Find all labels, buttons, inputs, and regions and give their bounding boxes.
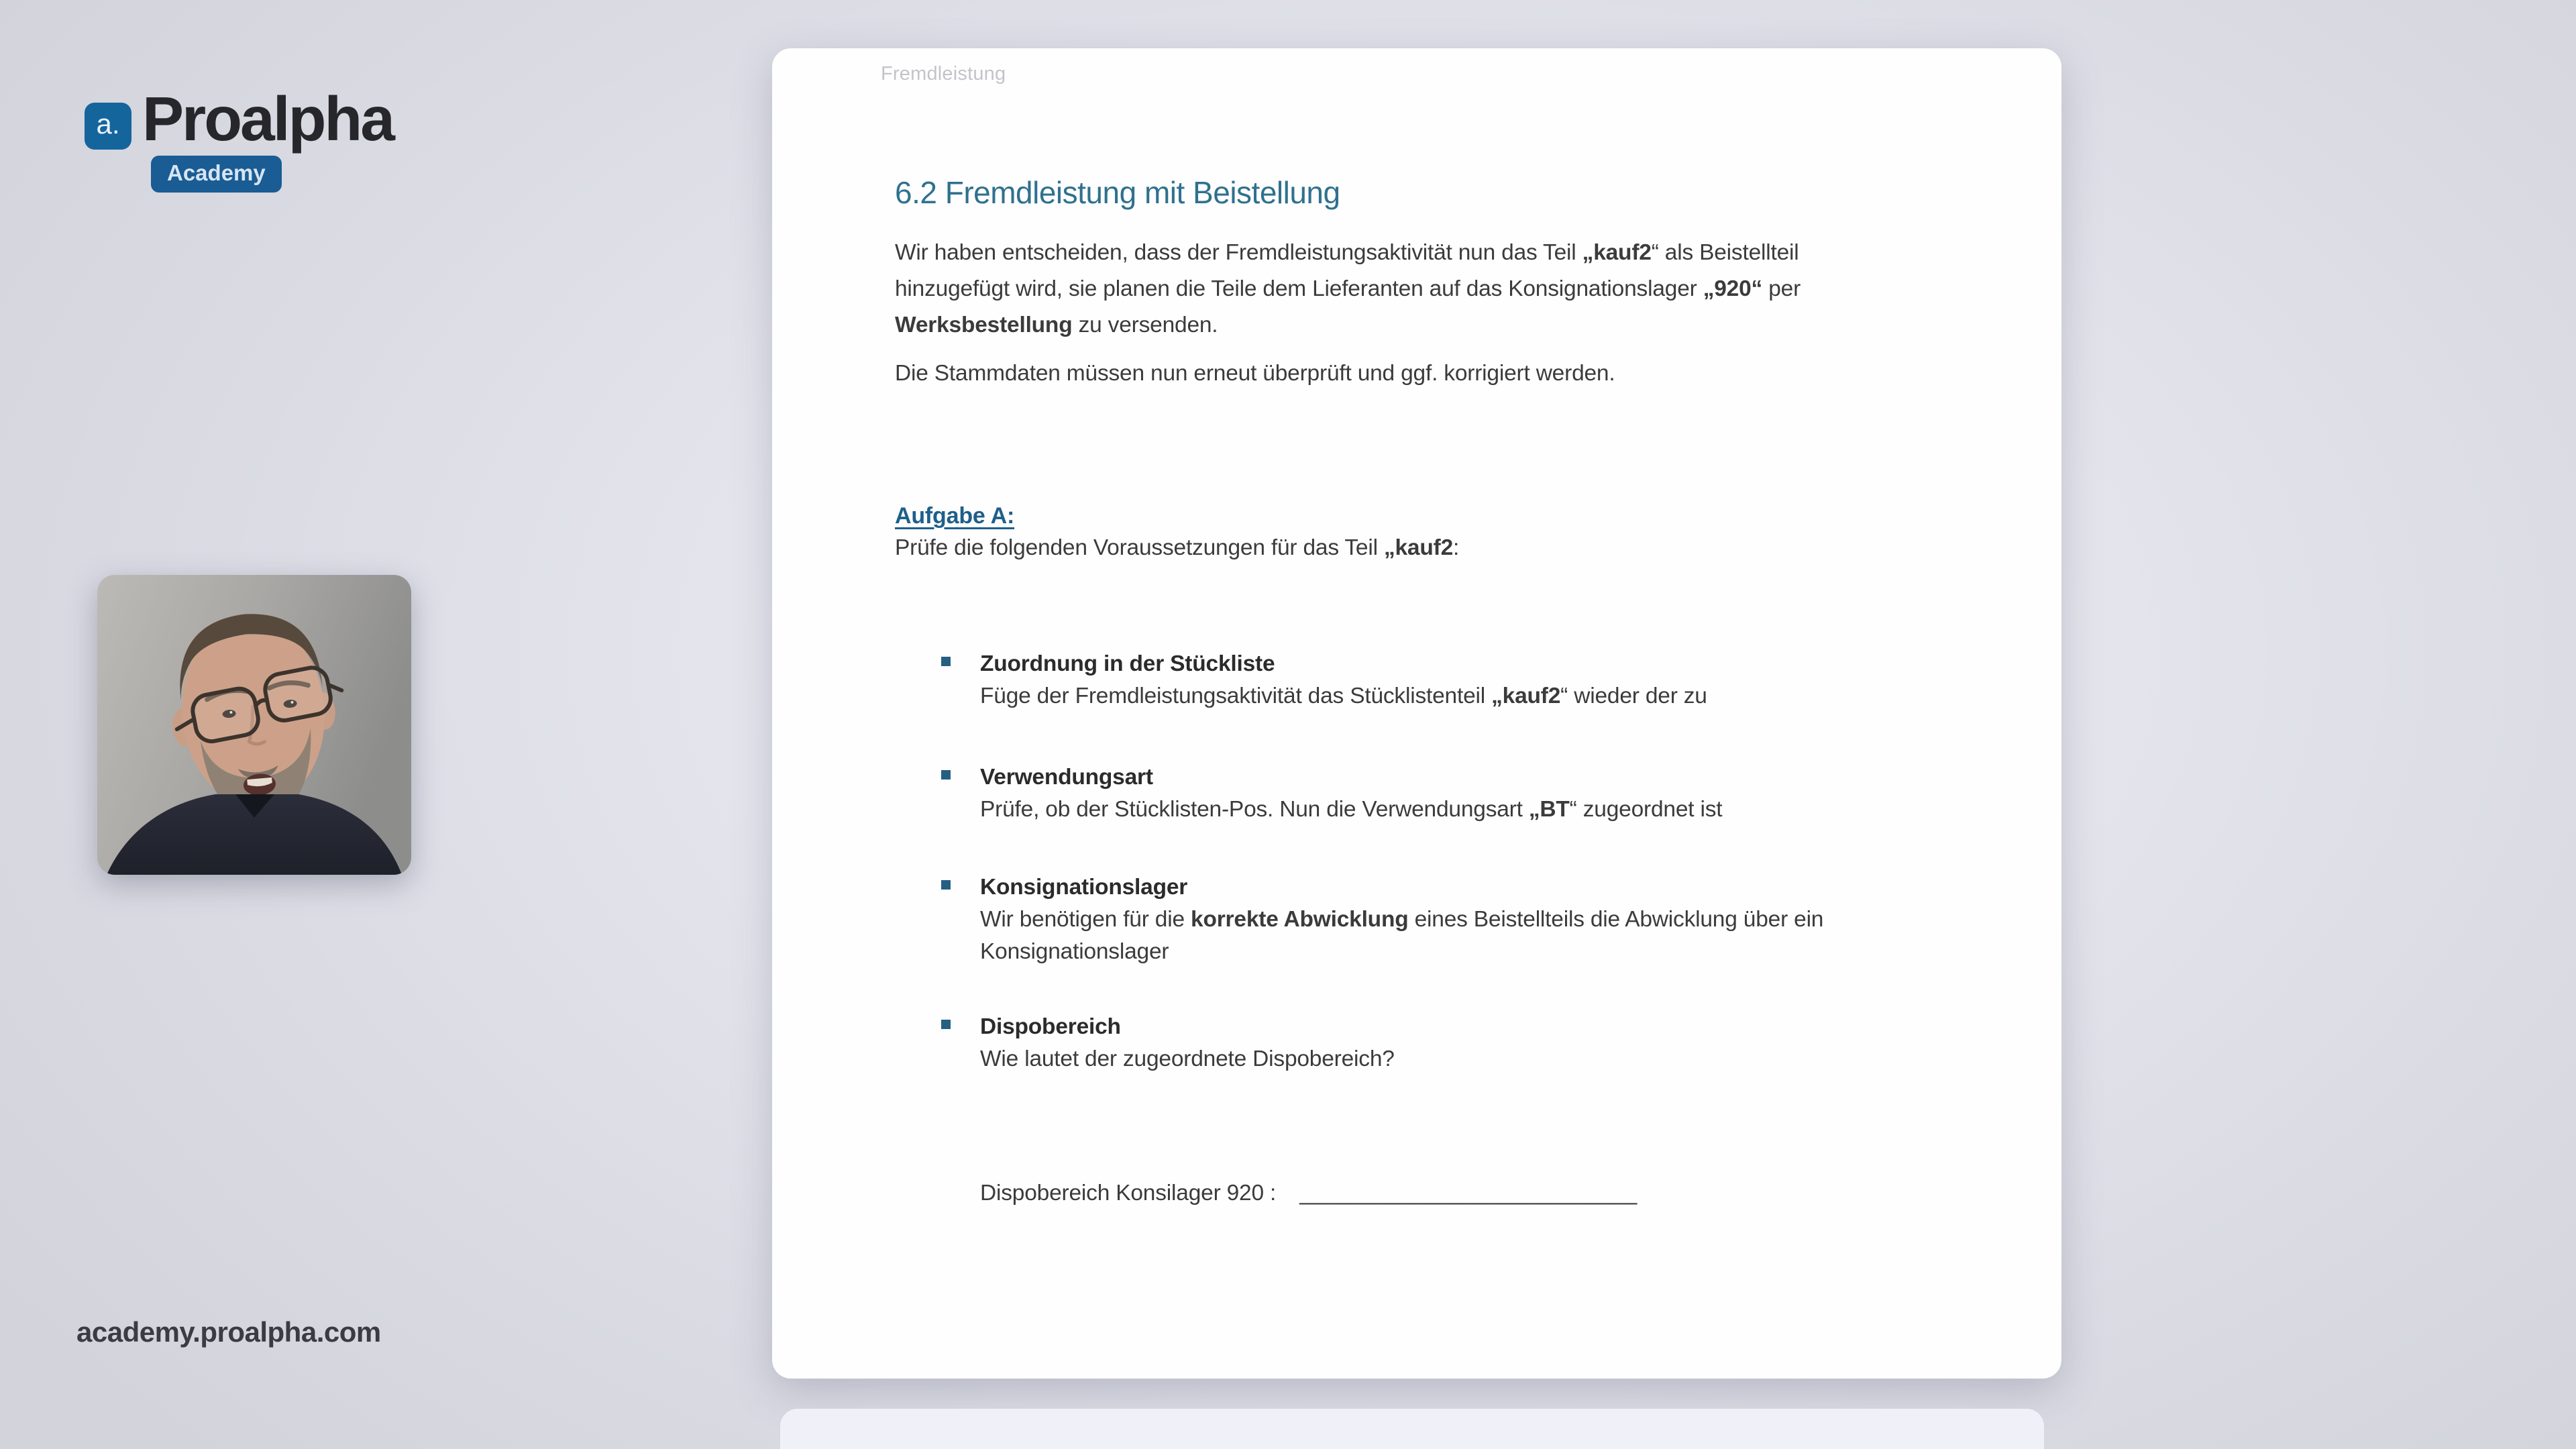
answer-label: Dispobereich Konsilager 920 : xyxy=(980,1181,1277,1205)
presenter-webcam xyxy=(97,575,411,875)
bullet-title: Zuordnung in der Stückliste xyxy=(980,651,1275,676)
bullet-square-icon xyxy=(941,880,951,890)
answer-blank-line: ___________________________ xyxy=(1299,1181,1638,1205)
bullet-title: Konsignationslager xyxy=(980,875,1188,900)
bullet-item-stueckliste xyxy=(941,648,1914,712)
document-page[interactable] xyxy=(772,48,2061,1379)
bullet-title: Verwendungsart xyxy=(980,765,1153,790)
document-running-header: Fremdleistung xyxy=(881,63,1006,85)
intro-paragraph-1: Wir haben entscheiden, dass der Fremdleistungsaktivität nun das Teil „kauf2“ als Beistellteil hinzugefügt wird, sie planen die Teile dem Lieferanten auf das Konsignationslager „920“ per Werksbestellung zu versenden. xyxy=(895,240,1801,337)
section-title: 6.2 Fremdleistung mit Beistellung xyxy=(895,175,1340,210)
bullet-description: Wie lautet der zugeordnete Dispobereich? xyxy=(980,1046,1395,1071)
task-intro: Prüfe die folgenden Voraussetzungen für das Teil „kauf2: xyxy=(895,535,1460,560)
proalpha-brand xyxy=(85,82,393,185)
bullet-square-icon xyxy=(941,1020,951,1029)
task-heading: Aufgabe A: xyxy=(895,503,1015,529)
bullet-description: Wir benötigen für die korrekte Abwicklung eines Beistellteils die Abwicklung über ein Konsignationslager xyxy=(980,907,1824,964)
proalpha-logo-icon xyxy=(85,103,131,150)
bullet-title: Dispobereich xyxy=(980,1014,1121,1039)
brand-wordmark: Proalpha xyxy=(142,84,393,154)
logo-letter: a. xyxy=(96,108,120,140)
bullet-square-icon xyxy=(941,657,951,666)
presenter-portrait xyxy=(97,575,411,875)
bullet-square-icon xyxy=(941,770,951,780)
bullet-item-dispobereich xyxy=(941,1011,1914,1075)
intro-paragraph-2: Die Stammdaten müssen nun erneut überprüft und ggf. korrigiert werden. xyxy=(895,361,1615,386)
academy-badge: Academy xyxy=(151,156,282,193)
bullet-description: Füge der Fremdleistungsaktivität das Stücklistenteil „kauf2“ wieder der zu xyxy=(980,684,1707,708)
bullet-item-verwendungsart xyxy=(941,761,1914,826)
bullet-description: Prüfe, ob der Stücklisten-Pos. Nun die Verwendungsart „BT“ zugeordnet ist xyxy=(980,797,1723,822)
answer-row xyxy=(980,1181,1637,1206)
bullet-item-konsignationslager xyxy=(941,871,1914,968)
next-document-page[interactable] xyxy=(780,1409,2044,1449)
site-url: academy.proalpha.com xyxy=(76,1316,381,1348)
